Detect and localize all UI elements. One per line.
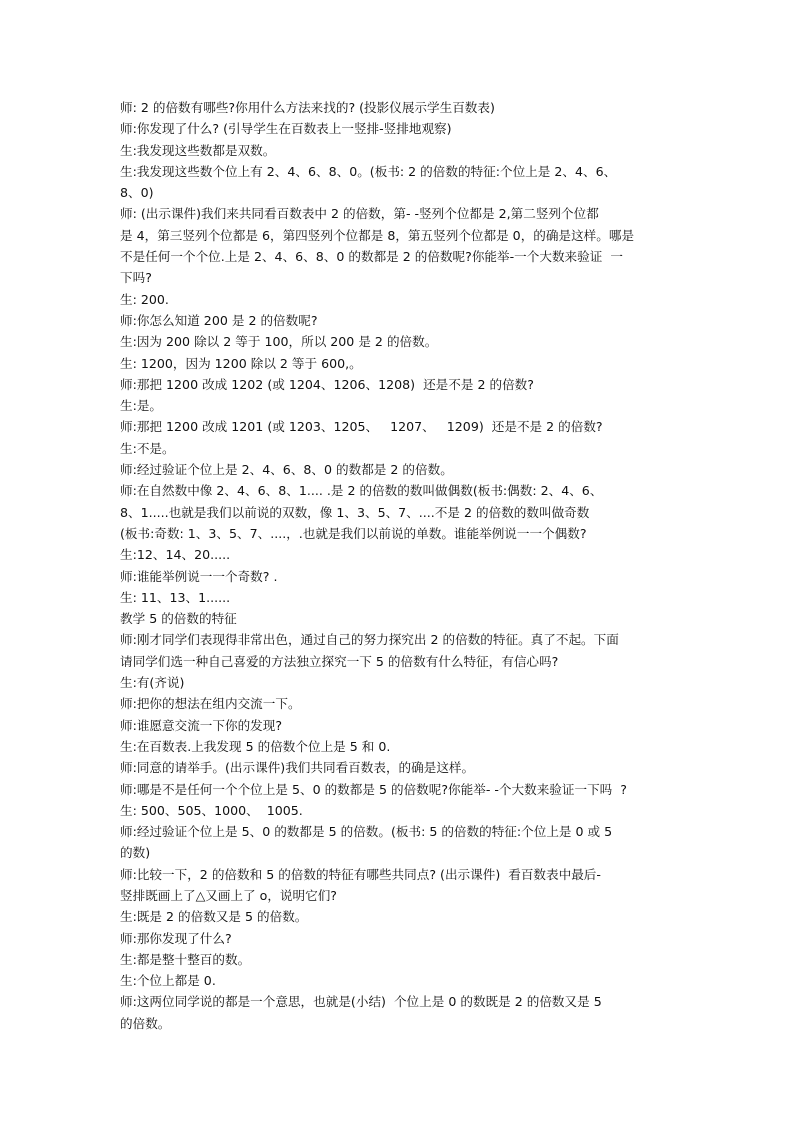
text-line: 生:因为 200 除以 2 等于 100，所以 200 是 2 的倍数。: [120, 334, 438, 350]
text-line: (板书:奇数: 1、3、5、7、....，.也就是我们以前说的单数。谁能举例说一一个偶数?: [120, 525, 587, 541]
text-line: 是 4，第三竖列个位都是 6，第四竖列个位都是 8，第五竖列个位都是 0，的确是这样。哪是: [120, 227, 635, 243]
text-line: 生:我发现这些数都是双数。: [120, 142, 276, 158]
text-line: 师:那把 1200 改成 1201 (或 1203、1205、 1207、 1209) 还是不是 2 的倍数?: [120, 419, 603, 435]
document-body: [120, 97, 680, 1034]
text-line: 生: 11、13、1......: [120, 589, 231, 605]
text-line: 的数): [120, 845, 151, 861]
text-line: 师: 2 的倍数有哪些?你用什么方法来找的? (投影仪展示学生百数表): [120, 100, 495, 115]
text-line: 师:把你的想法在组内交流一下。: [120, 696, 301, 712]
text-line: 师:谁能举例说一一个奇数? .: [120, 568, 278, 584]
text-line: 生:不是。: [120, 440, 175, 456]
text-line: 不是任何一个个位.上是 2、4、6、8、0 的数都是 2 的倍数呢?你能举-一个大数来验证 一: [120, 249, 623, 265]
text-line: 8、0): [120, 185, 154, 201]
text-line: 师:谁愿意交流一下你的发现?: [120, 717, 283, 733]
text-line: 师:你怎么知道 200 是 2 的倍数呢?: [120, 312, 318, 328]
text-line: 竖排既画上了△又画上了 o，说明它们?: [120, 887, 337, 903]
text-line: 师:哪是不是任何一个个位上是 5、0 的数都是 5 的倍数呢?你能举- -个大数来验证一下吗 ?: [120, 781, 627, 797]
text-line: 师:你发现了什么? (引导学生在百数表上一竖排-竖排地观察): [120, 121, 452, 137]
text-line: 生: 200.: [120, 291, 169, 307]
text-line: 师:那把 1200 改成 1202 (或 1204、1206、1208) 还是不是 2 的倍数?: [120, 376, 534, 392]
text-line: 的倍数。: [120, 1015, 171, 1031]
text-line: 生: 500、505、1000、 1005.: [120, 802, 303, 818]
text-line: 生:个位上都是 0.: [120, 973, 216, 989]
text-line: 生:都是整十整百的数。: [120, 951, 251, 967]
text-line: 生:有(齐说): [120, 675, 185, 691]
text-line: 师:同意的请举手。(出示课件)我们共同看百数表，的确是这样。: [120, 760, 475, 776]
text-line: 师:刚才同学们表现得非常出色，通过自己的努力探究出 2 的倍数的特征。真了不起。下面: [120, 632, 619, 648]
text-line: 生:是。: [120, 398, 163, 414]
text-line: 师:经过验证个位上是 5、0 的数都是 5 的倍数。(板书: 5 的倍数的特征:个位上是 0 或 5: [120, 824, 613, 840]
text-line: 8、1.....也就是我们以前说的双数，像 1、3、5、7、....不是 2 的倍数的数叫做奇数: [120, 504, 590, 520]
text-line: 生: 1200，因为 1200 除以 2 等于 600,。: [120, 355, 362, 371]
text-line: 师:这两位同学说的都是一个意思，也就是(小结) 个位上是 0 的数既是 2 的倍数又是 5: [120, 994, 602, 1010]
text-line: 师:那你发现了什么?: [120, 930, 232, 946]
text-line: 生:12、14、20.....: [120, 547, 231, 563]
text-line: 师:比较一下，2 的倍数和 5 的倍数的特征有哪些共同点? (出示课件) 看百数表中最后-: [120, 866, 601, 882]
text-line: 生:我发现这些数个位上有 2、4、6、8、0。(板书: 2 的倍数的特征:个位上是 2、4、6、: [120, 163, 617, 179]
text-line: 师:经过验证个位上是 2、4、6、8、0 的数都是 2 的倍数。: [120, 462, 453, 478]
text-line: 生:在百数表.上我发现 5 的倍数个位上是 5 和 0.: [120, 738, 391, 754]
text-line: 教学 5 的倍数的特征: [120, 611, 237, 627]
text-line: 生:既是 2 的倍数又是 5 的倍数。: [120, 909, 308, 925]
text-line: 下吗?: [120, 270, 152, 286]
text-line: 师: (出示课件)我们来共同看百数表中 2 的倍数，第- -竖列个位都是 2,第二竖列个位都: [120, 206, 599, 222]
text-line: 师:在自然数中像 2、4、6、8、1.... .是 2 的倍数的数叫做偶数(板书:偶数: 2、4、6、: [120, 483, 603, 499]
text-line: 请同学们选一种自己喜爱的方法独立探究一下 5 的倍数有什么特征，有信心吗?: [120, 653, 559, 669]
